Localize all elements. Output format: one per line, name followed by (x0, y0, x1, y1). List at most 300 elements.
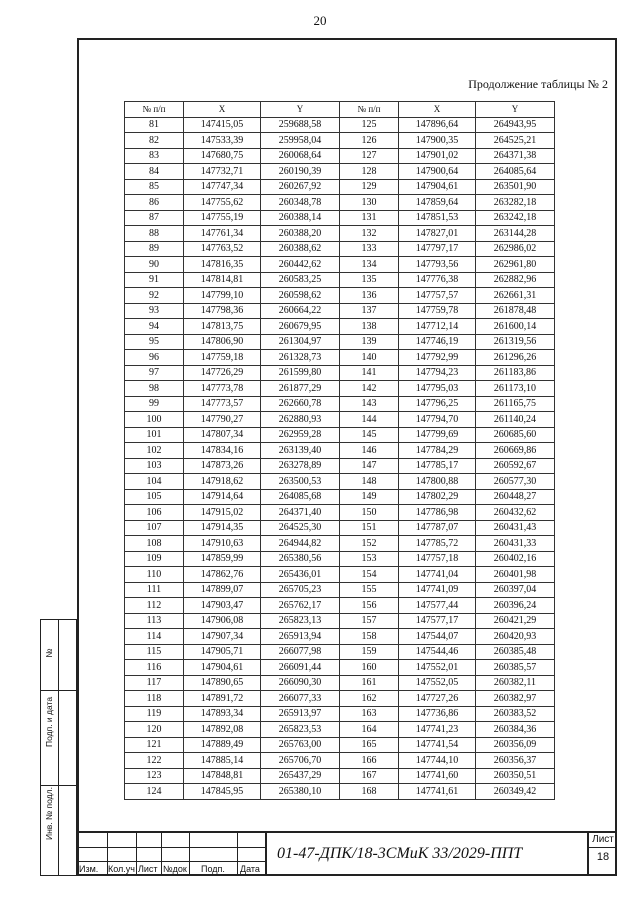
table-cell: 264525,30 (261, 520, 340, 536)
table-cell: 266090,30 (261, 675, 340, 691)
table-cell: 147885,14 (184, 753, 261, 769)
table-cell: 265380,10 (261, 784, 340, 800)
table-row (125, 179, 555, 195)
table-cell: 147773,78 (184, 381, 261, 397)
table-cell: 147890,65 (184, 675, 261, 691)
table-cell: 260401,98 (476, 567, 555, 583)
table-row (125, 350, 555, 366)
table-cell: 147726,29 (184, 365, 261, 381)
table-cell: 87 (125, 210, 184, 226)
table-cell: 147915,02 (184, 505, 261, 521)
table-cell: 91 (125, 272, 184, 288)
table-cell: 147859,64 (399, 195, 476, 211)
table-cell: 263501,90 (476, 179, 555, 195)
table-cell: 260420,93 (476, 629, 555, 645)
table-cell: 147761,34 (184, 226, 261, 242)
table-row (125, 458, 555, 474)
table-row (125, 133, 555, 149)
table-cell: 260577,30 (476, 474, 555, 490)
table-cell: 265913,97 (261, 706, 340, 722)
table-cell: 260679,95 (261, 319, 340, 335)
table-cell: 260442,62 (261, 257, 340, 273)
table-cell: 165 (340, 737, 399, 753)
table-row (125, 148, 555, 164)
table-cell: 151 (340, 520, 399, 536)
table-cell: 147914,35 (184, 520, 261, 536)
table-cell: 260583,25 (261, 272, 340, 288)
table-cell: 265380,56 (261, 551, 340, 567)
table-cell: 98 (125, 381, 184, 397)
table-cell: 99 (125, 396, 184, 412)
table-cell: 260388,62 (261, 241, 340, 257)
stamp-number-label: № (44, 648, 54, 658)
table-row (125, 551, 555, 567)
table-row (125, 257, 555, 273)
table-cell: 157 (340, 613, 399, 629)
table-cell: 88 (125, 226, 184, 242)
table-cell: 133 (340, 241, 399, 257)
table-cell: 265823,13 (261, 613, 340, 629)
table-cell: 102 (125, 443, 184, 459)
table-row (125, 598, 555, 614)
table-cell: 147544,07 (399, 629, 476, 645)
table-cell: 262661,31 (476, 288, 555, 304)
table-row (125, 768, 555, 784)
coordinates-table (124, 101, 555, 800)
table-cell: 266077,98 (261, 644, 340, 660)
table-cell: 147862,76 (184, 567, 261, 583)
table-cell: 93 (125, 303, 184, 319)
table-cell: 262959,28 (261, 427, 340, 443)
header-y: Y (476, 102, 555, 118)
table-cell: 261878,48 (476, 303, 555, 319)
table-cell: 260382,97 (476, 691, 555, 707)
tb-label-sheet: Лист (138, 864, 158, 874)
table-cell: 147773,57 (184, 396, 261, 412)
table-cell: 260421,29 (476, 613, 555, 629)
table-cell: 147415,05 (184, 117, 261, 133)
table-cell: 120 (125, 722, 184, 738)
table-cell: 260356,37 (476, 753, 555, 769)
table-cell: 147889,49 (184, 737, 261, 753)
side-stamp (40, 619, 77, 876)
table-cell: 126 (340, 133, 399, 149)
table-cell: 264943,95 (476, 117, 555, 133)
table-cell: 264525,21 (476, 133, 555, 149)
header-y: Y (261, 102, 340, 118)
table-cell: 147727,26 (399, 691, 476, 707)
table-cell: 85 (125, 179, 184, 195)
table-cell: 155 (340, 582, 399, 598)
table-row (125, 582, 555, 598)
table-cell: 147798,36 (184, 303, 261, 319)
table-cell: 260267,92 (261, 179, 340, 195)
table-cell: 260385,48 (476, 644, 555, 660)
table-cell: 147747,34 (184, 179, 261, 195)
table-cell: 147906,08 (184, 613, 261, 629)
table-row (125, 737, 555, 753)
table-cell: 147741,60 (399, 768, 476, 784)
table-cell: 142 (340, 381, 399, 397)
table-cell: 266077,33 (261, 691, 340, 707)
table-cell: 263139,40 (261, 443, 340, 459)
table-cell: 261600,14 (476, 319, 555, 335)
table-cell: 147736,86 (399, 706, 476, 722)
table-cell: 147918,62 (184, 474, 261, 490)
table-cell: 163 (340, 706, 399, 722)
table-cell: 146 (340, 443, 399, 459)
table-cell: 260431,33 (476, 536, 555, 552)
table-cell: 260396,24 (476, 598, 555, 614)
table-cell: 265705,23 (261, 582, 340, 598)
table-cell: 147790,27 (184, 412, 261, 428)
table-cell: 147873,26 (184, 458, 261, 474)
table-cell: 107 (125, 520, 184, 536)
tb-label-count: Кол.уч (108, 864, 135, 874)
table-cell: 147741,04 (399, 567, 476, 583)
table-cell: 147914,64 (184, 489, 261, 505)
table-cell: 147757,18 (399, 551, 476, 567)
table-cell: 132 (340, 226, 399, 242)
table-row (125, 505, 555, 521)
table-row (125, 195, 555, 211)
table-cell: 147893,34 (184, 706, 261, 722)
table-cell: 147827,01 (399, 226, 476, 242)
table-cell: 117 (125, 675, 184, 691)
table-cell: 147787,07 (399, 520, 476, 536)
table-cell: 147680,75 (184, 148, 261, 164)
table-row (125, 334, 555, 350)
table-cell: 147784,29 (399, 443, 476, 459)
table-cell: 141 (340, 365, 399, 381)
table-cell: 147544,46 (399, 644, 476, 660)
table-cell: 260685,60 (476, 427, 555, 443)
table-cell: 95 (125, 334, 184, 350)
table-cell: 147900,35 (399, 133, 476, 149)
table-cell: 260388,14 (261, 210, 340, 226)
table-row (125, 319, 555, 335)
table-cell: 147552,01 (399, 660, 476, 676)
table-cell: 90 (125, 257, 184, 273)
table-cell: 127 (340, 148, 399, 164)
stamp-sign-date-label: Подп. и дата (44, 696, 54, 747)
table-cell: 147900,64 (399, 164, 476, 180)
table-cell: 260669,86 (476, 443, 555, 459)
table-cell: 147757,57 (399, 288, 476, 304)
table-cell: 160 (340, 660, 399, 676)
table-cell: 130 (340, 195, 399, 211)
table-cell: 263278,89 (261, 458, 340, 474)
table-row (125, 660, 555, 676)
table-cell: 140 (340, 350, 399, 366)
table-cell: 147577,17 (399, 613, 476, 629)
table-cell: 147903,47 (184, 598, 261, 614)
table-cell: 123 (125, 768, 184, 784)
table-cell: 104 (125, 474, 184, 490)
table-cell: 261328,73 (261, 350, 340, 366)
table-cell: 259958,04 (261, 133, 340, 149)
table-cell: 136 (340, 288, 399, 304)
table-cell: 108 (125, 536, 184, 552)
table-row (125, 644, 555, 660)
table-row (125, 117, 555, 133)
table-cell: 147755,62 (184, 195, 261, 211)
table-cell: 166 (340, 753, 399, 769)
table-row (125, 272, 555, 288)
table-cell: 147732,71 (184, 164, 261, 180)
table-cell: 147793,56 (399, 257, 476, 273)
table-cell: 261140,24 (476, 412, 555, 428)
table-cell: 260431,43 (476, 520, 555, 536)
table-cell: 154 (340, 567, 399, 583)
table-cell: 83 (125, 148, 184, 164)
table-cell: 147792,99 (399, 350, 476, 366)
table-cell: 264944,82 (261, 536, 340, 552)
table-cell: 147800,88 (399, 474, 476, 490)
table-cell: 261877,29 (261, 381, 340, 397)
table-cell: 145 (340, 427, 399, 443)
table-cell: 147905,71 (184, 644, 261, 660)
table-cell: 265913,94 (261, 629, 340, 645)
table-cell: 147741,09 (399, 582, 476, 598)
table-cell: 260432,62 (476, 505, 555, 521)
table-cell: 262986,02 (476, 241, 555, 257)
table-row (125, 474, 555, 490)
table-row (125, 210, 555, 226)
title-block (77, 831, 617, 876)
table-cell: 128 (340, 164, 399, 180)
table-cell: 125 (340, 117, 399, 133)
table-cell: 118 (125, 691, 184, 707)
table-cell: 86 (125, 195, 184, 211)
table-cell: 147910,63 (184, 536, 261, 552)
table-cell: 147904,61 (399, 179, 476, 195)
table-cell: 94 (125, 319, 184, 335)
tb-label-change: Изм. (79, 864, 99, 874)
table-cell: 84 (125, 164, 184, 180)
table-cell: 260382,11 (476, 675, 555, 691)
table-cell: 261296,26 (476, 350, 555, 366)
table-cell: 147794,23 (399, 365, 476, 381)
table-cell: 261183,86 (476, 365, 555, 381)
table-cell: 92 (125, 288, 184, 304)
table-row (125, 613, 555, 629)
table-cell: 147 (340, 458, 399, 474)
table-cell: 147899,07 (184, 582, 261, 598)
table-row (125, 427, 555, 443)
table-row (125, 784, 555, 800)
table-cell: 147813,75 (184, 319, 261, 335)
stamp-inventory-label: Инв. № подл. (44, 787, 54, 840)
table-cell: 264371,38 (476, 148, 555, 164)
table-cell: 147763,52 (184, 241, 261, 257)
header-x: X (184, 102, 261, 118)
table-cell: 147799,10 (184, 288, 261, 304)
table-cell: 260348,78 (261, 195, 340, 211)
table-cell: 167 (340, 768, 399, 784)
table-cell: 101 (125, 427, 184, 443)
table-cell: 111 (125, 582, 184, 598)
table-cell: 260068,64 (261, 148, 340, 164)
table-cell: 147776,38 (399, 272, 476, 288)
table-cell: 262660,78 (261, 396, 340, 412)
table-cell: 121 (125, 737, 184, 753)
table-cell: 147896,64 (399, 117, 476, 133)
table-cell: 110 (125, 567, 184, 583)
table-cell: 147799,69 (399, 427, 476, 443)
table-row (125, 288, 555, 304)
table-cell: 260384,36 (476, 722, 555, 738)
table-cell: 137 (340, 303, 399, 319)
table-row (125, 567, 555, 583)
document-code: 01-47-ДПК/18-3СМиК 33/2029-ППТ (277, 845, 523, 862)
table-cell: 134 (340, 257, 399, 273)
table-cell: 263242,18 (476, 210, 555, 226)
table-cell: 260190,39 (261, 164, 340, 180)
table-cell: 138 (340, 319, 399, 335)
tb-label-date: Дата (240, 864, 260, 874)
table-cell: 147785,72 (399, 536, 476, 552)
table-cell: 147796,25 (399, 396, 476, 412)
table-cell: 260388,20 (261, 226, 340, 242)
table-cell: 260598,62 (261, 288, 340, 304)
table-row (125, 691, 555, 707)
table-cell: 144 (340, 412, 399, 428)
table-cell: 135 (340, 272, 399, 288)
table-cell: 263282,18 (476, 195, 555, 211)
table-cell: 261173,10 (476, 381, 555, 397)
table-cell: 147851,53 (399, 210, 476, 226)
table-cell: 263500,53 (261, 474, 340, 490)
sheet-label: Лист (592, 834, 614, 845)
table-cell: 264085,68 (261, 489, 340, 505)
table-cell: 147533,39 (184, 133, 261, 149)
table-cell: 147848,81 (184, 768, 261, 784)
table-cell: 260402,16 (476, 551, 555, 567)
table-cell: 265763,00 (261, 737, 340, 753)
table-cell: 261165,75 (476, 396, 555, 412)
table-cell: 162 (340, 691, 399, 707)
table-cell: 147806,90 (184, 334, 261, 350)
table-cell: 147795,03 (399, 381, 476, 397)
table-cell: 147907,34 (184, 629, 261, 645)
sheet-number: 18 (596, 851, 610, 863)
table-cell: 161 (340, 675, 399, 691)
table-cell: 260356,09 (476, 737, 555, 753)
table-cell: 164 (340, 722, 399, 738)
table-row (125, 443, 555, 459)
table-row (125, 226, 555, 242)
table-cell: 261319,56 (476, 334, 555, 350)
table-cell: 264085,64 (476, 164, 555, 180)
table-cell: 260448,27 (476, 489, 555, 505)
header-number: № п/п (340, 102, 399, 118)
table-cell: 100 (125, 412, 184, 428)
table-cell: 143 (340, 396, 399, 412)
table-cell: 265436,01 (261, 567, 340, 583)
table-cell: 147892,08 (184, 722, 261, 738)
table-cell: 147802,29 (399, 489, 476, 505)
table-cell: 103 (125, 458, 184, 474)
table-cell: 147741,61 (399, 784, 476, 800)
table-cell: 266091,44 (261, 660, 340, 676)
sheet-box (587, 833, 617, 876)
table-cell: 105 (125, 489, 184, 505)
table-row (125, 412, 555, 428)
tb-label-sign: Подп. (201, 864, 225, 874)
table-row (125, 241, 555, 257)
table-cell: 260664,22 (261, 303, 340, 319)
table-cell: 262880,93 (261, 412, 340, 428)
table-cell: 147712,14 (399, 319, 476, 335)
table-cell: 147785,17 (399, 458, 476, 474)
table-row (125, 303, 555, 319)
table-cell: 147741,54 (399, 737, 476, 753)
table-cell: 124 (125, 784, 184, 800)
table-cell: 122 (125, 753, 184, 769)
table-cell: 153 (340, 551, 399, 567)
table-cell: 150 (340, 505, 399, 521)
table-cell: 147759,18 (184, 350, 261, 366)
tb-label-docnum: №док (163, 864, 187, 874)
table-cell: 263144,28 (476, 226, 555, 242)
table-cell: 260383,52 (476, 706, 555, 722)
table-row (125, 706, 555, 722)
table-cell: 112 (125, 598, 184, 614)
table-cell: 260349,42 (476, 784, 555, 800)
table-cell: 114 (125, 629, 184, 645)
table-row (125, 489, 555, 505)
table-cell: 96 (125, 350, 184, 366)
table-cell: 147891,72 (184, 691, 261, 707)
table-cell: 115 (125, 644, 184, 660)
table-cell: 260397,04 (476, 582, 555, 598)
table-cell: 152 (340, 536, 399, 552)
table-cell: 159 (340, 644, 399, 660)
header-number: № п/п (125, 102, 184, 118)
table-cell: 147814,81 (184, 272, 261, 288)
table-cell: 259688,58 (261, 117, 340, 133)
table-row (125, 629, 555, 645)
table-cell: 147859,99 (184, 551, 261, 567)
table-cell: 265706,70 (261, 753, 340, 769)
table-cell: 82 (125, 133, 184, 149)
table-cell: 139 (340, 334, 399, 350)
table-row (125, 722, 555, 738)
table-caption: Продолжение таблицы № 2 (468, 77, 608, 91)
table-cell: 265823,53 (261, 722, 340, 738)
table-cell: 260350,51 (476, 768, 555, 784)
table-cell: 131 (340, 210, 399, 226)
table-cell: 168 (340, 784, 399, 800)
table-cell: 260385,57 (476, 660, 555, 676)
table-cell: 265437,29 (261, 768, 340, 784)
table-cell: 106 (125, 505, 184, 521)
table-row (125, 536, 555, 552)
table-cell: 81 (125, 117, 184, 133)
table-cell: 147797,17 (399, 241, 476, 257)
table-row (125, 164, 555, 180)
table-cell: 147755,19 (184, 210, 261, 226)
table-row (125, 520, 555, 536)
table-cell: 147794,70 (399, 412, 476, 428)
table-cell: 147552,05 (399, 675, 476, 691)
table-cell: 147845,95 (184, 784, 261, 800)
table-cell: 156 (340, 598, 399, 614)
table-cell: 261599,80 (261, 365, 340, 381)
table-cell: 147834,16 (184, 443, 261, 459)
table-cell: 265762,17 (261, 598, 340, 614)
